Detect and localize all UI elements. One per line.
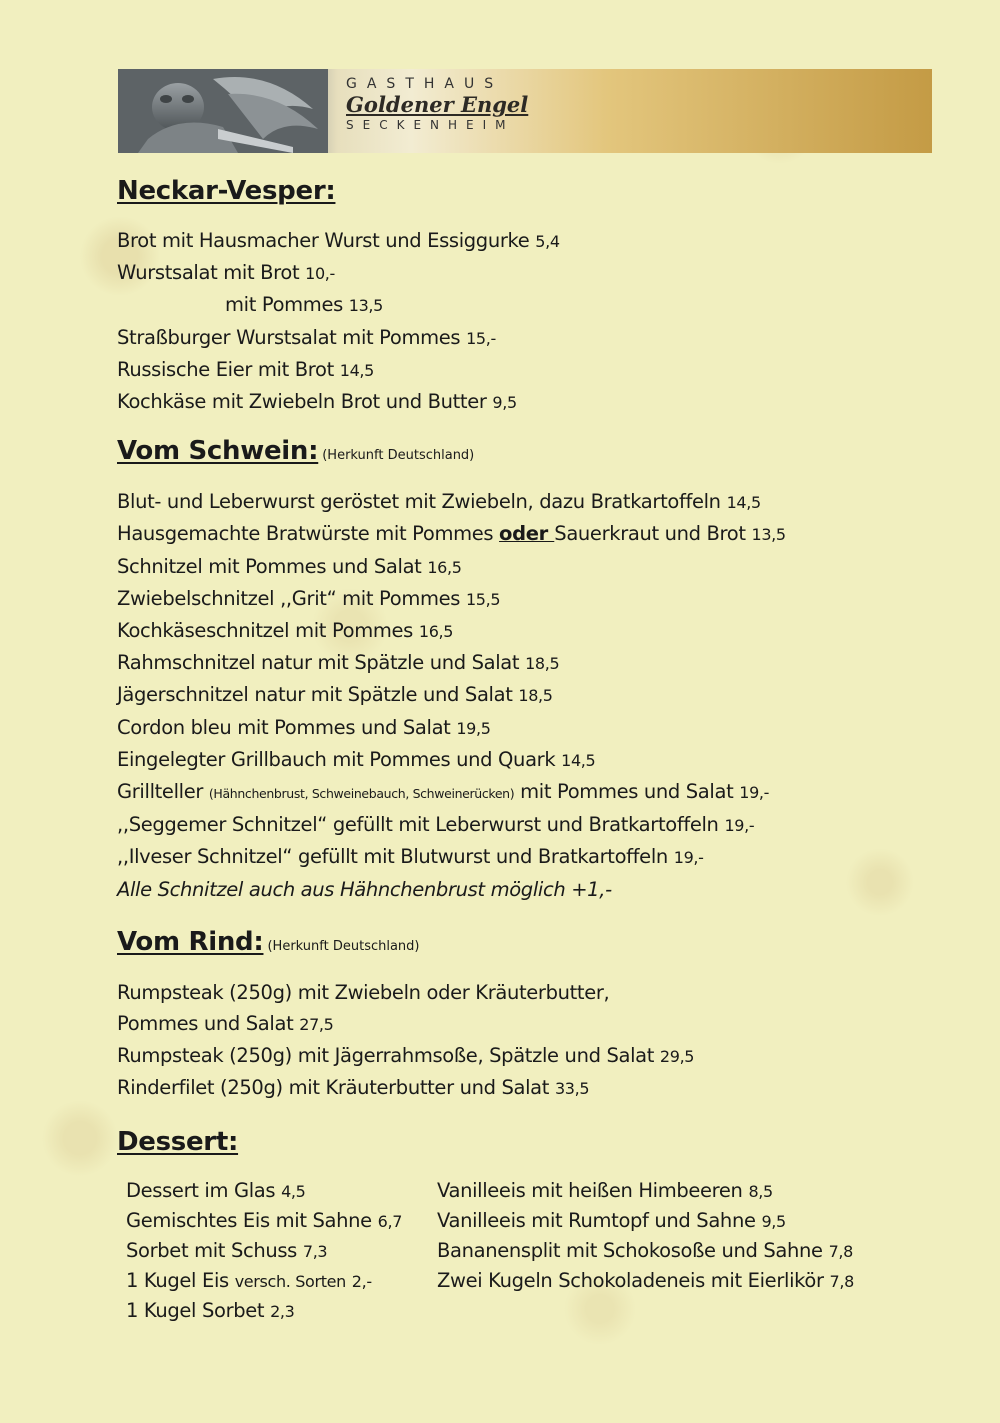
menu-item xyxy=(117,679,977,711)
item-text: Hausgemachte Bratwürste mit Pommes xyxy=(117,522,494,546)
item-price: 9,5 xyxy=(492,393,517,413)
header-banner xyxy=(118,69,932,153)
angel-illustration xyxy=(118,69,328,153)
item-price: 29,5 xyxy=(659,1047,695,1067)
item-price: 7,8 xyxy=(828,1241,853,1261)
section-title: Vom Rind: xyxy=(117,926,264,957)
brand-gasthaus: GASTHAUS xyxy=(346,76,504,92)
menu-item xyxy=(117,977,977,1008)
item-detail: (Hähnchenbrust, Schweinebauch, Schweinerücken) xyxy=(208,786,515,802)
item-price: 14,5 xyxy=(339,360,374,380)
item-text: Grillteller xyxy=(117,780,204,804)
item-price: 4,5 xyxy=(281,1181,306,1201)
section-vom-rind xyxy=(117,927,977,1105)
origin-note: (Herkunft Deutschland) xyxy=(322,448,475,464)
section-dessert xyxy=(117,1127,977,1326)
item-price: 7,8 xyxy=(829,1271,854,1291)
section-title: Dessert: xyxy=(117,1126,239,1157)
menu-item xyxy=(117,386,977,418)
item-text: Blut- und Leberwurst geröstet mit Zwiebeln, dazu Bratkartoffeln xyxy=(117,490,721,514)
item-price: 16,5 xyxy=(427,557,462,577)
item-price: 18,5 xyxy=(525,654,560,674)
menu-item xyxy=(117,1008,977,1040)
item-price: 15,- xyxy=(466,328,496,348)
item-text: Pommes und Salat xyxy=(117,1012,294,1036)
origin-note: (Herkunft Deutschland) xyxy=(267,938,420,954)
menu-item xyxy=(117,841,977,873)
item-emphasis: oder xyxy=(499,522,555,546)
menu-item xyxy=(126,1296,437,1326)
menu-item xyxy=(117,289,977,321)
item-price: 2,3 xyxy=(270,1301,295,1321)
item-text: Rumpsteak (250g) mit Jägerrahmsoße, Spätzle und Salat xyxy=(117,1044,655,1068)
item-price: 7,3 xyxy=(302,1241,328,1261)
section-header xyxy=(117,176,977,206)
item-text: ,,Ilveser Schnitzel“ gefüllt mit Blutwurst und Bratkartoffeln xyxy=(117,845,668,869)
dessert-list-right xyxy=(437,1176,854,1326)
menu-item xyxy=(117,809,977,841)
menu-item xyxy=(117,551,977,583)
section-header xyxy=(117,436,977,466)
menu-note xyxy=(117,874,977,905)
menu-item xyxy=(117,518,977,550)
menu-item xyxy=(437,1236,854,1266)
item-detail: versch. Sorten xyxy=(234,1271,346,1291)
menu-list xyxy=(117,486,977,905)
item-text: Bananensplit mit Schokosoße und Sahne xyxy=(437,1238,823,1262)
item-price: 14,5 xyxy=(561,750,596,770)
item-text: Sorbet mit Schuss xyxy=(126,1238,297,1262)
item-text: Rahmschnitzel natur mit Spätzle und Salat xyxy=(117,651,520,675)
menu-item xyxy=(117,225,977,257)
menu-item xyxy=(117,322,977,354)
item-price: 19,- xyxy=(673,848,704,868)
item-text: Kochkäse mit Zwiebeln Brot und Butter xyxy=(117,390,487,414)
menu-item xyxy=(117,615,977,647)
item-text: Brot mit Hausmacher Wurst und Essiggurke xyxy=(117,229,530,252)
section-vom-schwein xyxy=(117,436,977,905)
item-text: Schnitzel mit Pommes und Salat xyxy=(117,554,422,578)
menu-item xyxy=(117,583,977,615)
menu-item xyxy=(126,1206,437,1236)
menu-item xyxy=(117,486,977,518)
section-title: Vom Schwein: xyxy=(117,436,319,467)
menu-item xyxy=(117,712,977,744)
item-price: 13,5 xyxy=(348,296,383,316)
section-header xyxy=(117,1127,977,1157)
item-text: Rumpsteak (250g) mit Zwiebeln oder Kräuterbutter, xyxy=(117,980,610,1004)
item-price: 33,5 xyxy=(554,1079,590,1099)
item-price: 19,- xyxy=(724,816,755,836)
item-price: 9,5 xyxy=(761,1211,786,1231)
section-header xyxy=(117,927,977,957)
item-text: Russische Eier mit Brot xyxy=(117,357,334,381)
item-text: Eingelegter Grillbauch mit Pommes und Quark xyxy=(117,747,556,771)
menu-item xyxy=(126,1236,437,1266)
item-text: Straßburger Wurstsalat mit Pommes xyxy=(117,325,461,349)
item-price: 19,- xyxy=(739,783,770,803)
item-text: ,,Seggemer Schnitzel“ gefüllt mit Leberwurst und Bratkartoffeln xyxy=(117,813,719,837)
menu-item xyxy=(117,354,977,386)
note-text: Alle Schnitzel auch aus Hähnchenbrust möglich +1,- xyxy=(117,877,612,901)
item-text: Gemischtes Eis mit Sahne xyxy=(126,1208,372,1232)
item-price: 5,4 xyxy=(535,232,560,251)
menu-item xyxy=(117,744,977,776)
menu-list xyxy=(117,225,977,418)
item-text: Vanilleeis mit heißen Himbeeren xyxy=(437,1178,743,1202)
item-text: Kochkäseschnitzel mit Pommes xyxy=(117,619,413,643)
menu-item xyxy=(437,1176,854,1206)
item-price: 16,5 xyxy=(418,622,454,642)
menu-item xyxy=(117,776,977,809)
menu-item xyxy=(437,1266,854,1296)
item-text: Wurstsalat mit Brot xyxy=(117,261,300,285)
menu-item xyxy=(117,1072,977,1104)
item-text: mit Pommes xyxy=(225,293,343,317)
menu-item xyxy=(126,1176,437,1206)
item-text: Cordon bleu mit Pommes und Salat xyxy=(117,715,451,739)
brand-location: SECKENHEIM xyxy=(346,118,515,132)
item-price: 6,7 xyxy=(377,1211,403,1231)
menu-item xyxy=(126,1266,437,1296)
item-price: 13,5 xyxy=(751,525,786,545)
item-text: Dessert im Glas xyxy=(126,1178,276,1202)
menu-item xyxy=(117,1040,977,1072)
item-text: Zwiebelschnitzel ,,Grit“ mit Pommes xyxy=(117,586,461,610)
item-text: Sauerkraut und Brot xyxy=(554,522,746,546)
item-text: 1 Kugel Eis xyxy=(126,1268,229,1292)
section-title: Neckar-Vesper: xyxy=(117,176,336,206)
item-text: Jägerschnitzel natur mit Spätzle und Salat xyxy=(117,683,513,707)
item-price: 8,5 xyxy=(748,1181,773,1201)
item-text: 1 Kugel Sorbet xyxy=(126,1298,265,1322)
item-text: mit Pommes und Salat xyxy=(520,780,734,804)
item-price: 15,5 xyxy=(465,589,501,609)
item-text: Zwei Kugeln Schokoladeneis mit Eierlikör xyxy=(437,1268,824,1292)
item-price: 14,5 xyxy=(726,493,761,513)
dessert-list-left xyxy=(126,1176,437,1326)
item-price: 19,5 xyxy=(456,718,491,738)
dessert-columns xyxy=(117,1176,977,1326)
item-price: 27,5 xyxy=(299,1015,334,1035)
item-text: Rinderfilet (250g) mit Kräuterbutter und Salat xyxy=(117,1076,550,1100)
menu-list xyxy=(117,977,977,1105)
menu-item xyxy=(117,647,977,679)
item-price: 2,- xyxy=(351,1271,372,1291)
item-price: 10,- xyxy=(305,264,335,284)
menu-item xyxy=(117,257,977,289)
menu-item xyxy=(437,1206,854,1236)
item-text: Vanilleeis mit Rumtopf und Sahne xyxy=(437,1208,756,1232)
brand-name: Goldener Engel xyxy=(346,92,529,117)
section-neckar-vesper xyxy=(117,176,977,418)
brand-logo xyxy=(346,76,528,132)
item-price: 18,5 xyxy=(518,686,553,706)
menu-content xyxy=(117,176,977,1326)
